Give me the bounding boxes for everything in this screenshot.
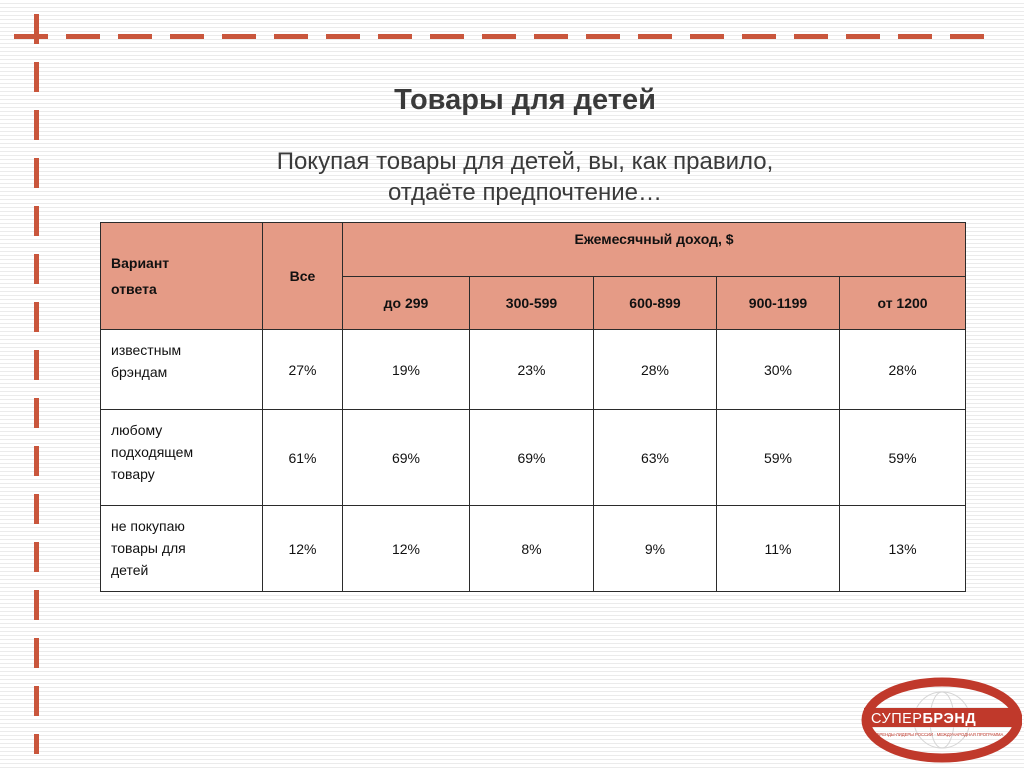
row-label-line: известным	[111, 342, 182, 358]
svg-text:СУПЕРБРЭНД	[871, 711, 976, 727]
table-row	[101, 506, 966, 592]
row-label	[101, 330, 263, 410]
table-cell: 69%	[343, 410, 470, 506]
header-income-band: 600-899	[594, 277, 717, 330]
header-income-band: 300-599	[470, 277, 594, 330]
row-label-line: подходящем	[111, 444, 194, 460]
table-cell: 69%	[470, 410, 594, 506]
table-cell: 63%	[594, 410, 717, 506]
table-header-row	[101, 223, 966, 277]
header-answer-line: Вариант	[111, 255, 170, 271]
table-cell: 13%	[840, 506, 966, 592]
logo-text-part2: БРЭНД	[922, 711, 977, 727]
header-monthly-income: Ежемесячный доход, $	[343, 223, 966, 277]
header-income-band: до 299	[343, 277, 470, 330]
cell-all: 12%	[263, 506, 343, 592]
table-row	[101, 410, 966, 506]
table-cell: 19%	[343, 330, 470, 410]
table-cell: 11%	[717, 506, 840, 592]
superbrand-logo	[858, 672, 1022, 764]
row-label-line: товары для	[111, 540, 186, 556]
header-answer-line: ответа	[111, 281, 157, 297]
cell-all: 61%	[263, 410, 343, 506]
left-dashed-border	[34, 14, 39, 754]
logo-text-part1: СУПЕР	[871, 711, 923, 727]
table-cell: 59%	[717, 410, 840, 506]
table-cell: 28%	[594, 330, 717, 410]
table-cell: 12%	[343, 506, 470, 592]
row-label-line: товару	[111, 466, 155, 482]
table-cell: 30%	[717, 330, 840, 410]
table-cell: 59%	[840, 410, 966, 506]
row-label-line: брэндам	[111, 364, 168, 380]
logo-tagline: БРЕНДЫ-ЛИДЕРЫ РОССИИ · МЕЖДУНАРОДНАЯ ПРОГРАММА	[876, 732, 1004, 737]
slide-title: Товары для детей	[394, 84, 656, 116]
row-label-line: детей	[111, 562, 149, 578]
table-cell: 23%	[470, 330, 594, 410]
header-all: Все	[263, 223, 343, 330]
cell-all: 27%	[263, 330, 343, 410]
row-label-line: не покупаю	[111, 518, 185, 534]
header-answer-option	[101, 223, 263, 330]
header-income-band: 900-1199	[717, 277, 840, 330]
subtitle-line: отдаёте предпочтение…	[387, 179, 663, 206]
table-cell: 8%	[470, 506, 594, 592]
row-label-line: любому	[111, 422, 163, 438]
header-income-band: от 1200	[840, 277, 966, 330]
table-cell: 28%	[840, 330, 966, 410]
slide-subtitle	[0, 146, 1024, 208]
row-label	[101, 410, 263, 506]
table-row	[101, 330, 966, 410]
table-cell: 9%	[594, 506, 717, 592]
income-table	[100, 222, 966, 592]
top-dashed-border	[14, 34, 986, 39]
row-label	[101, 506, 263, 592]
subtitle-line: Покупая товары для детей, вы, как правило,	[276, 148, 774, 175]
